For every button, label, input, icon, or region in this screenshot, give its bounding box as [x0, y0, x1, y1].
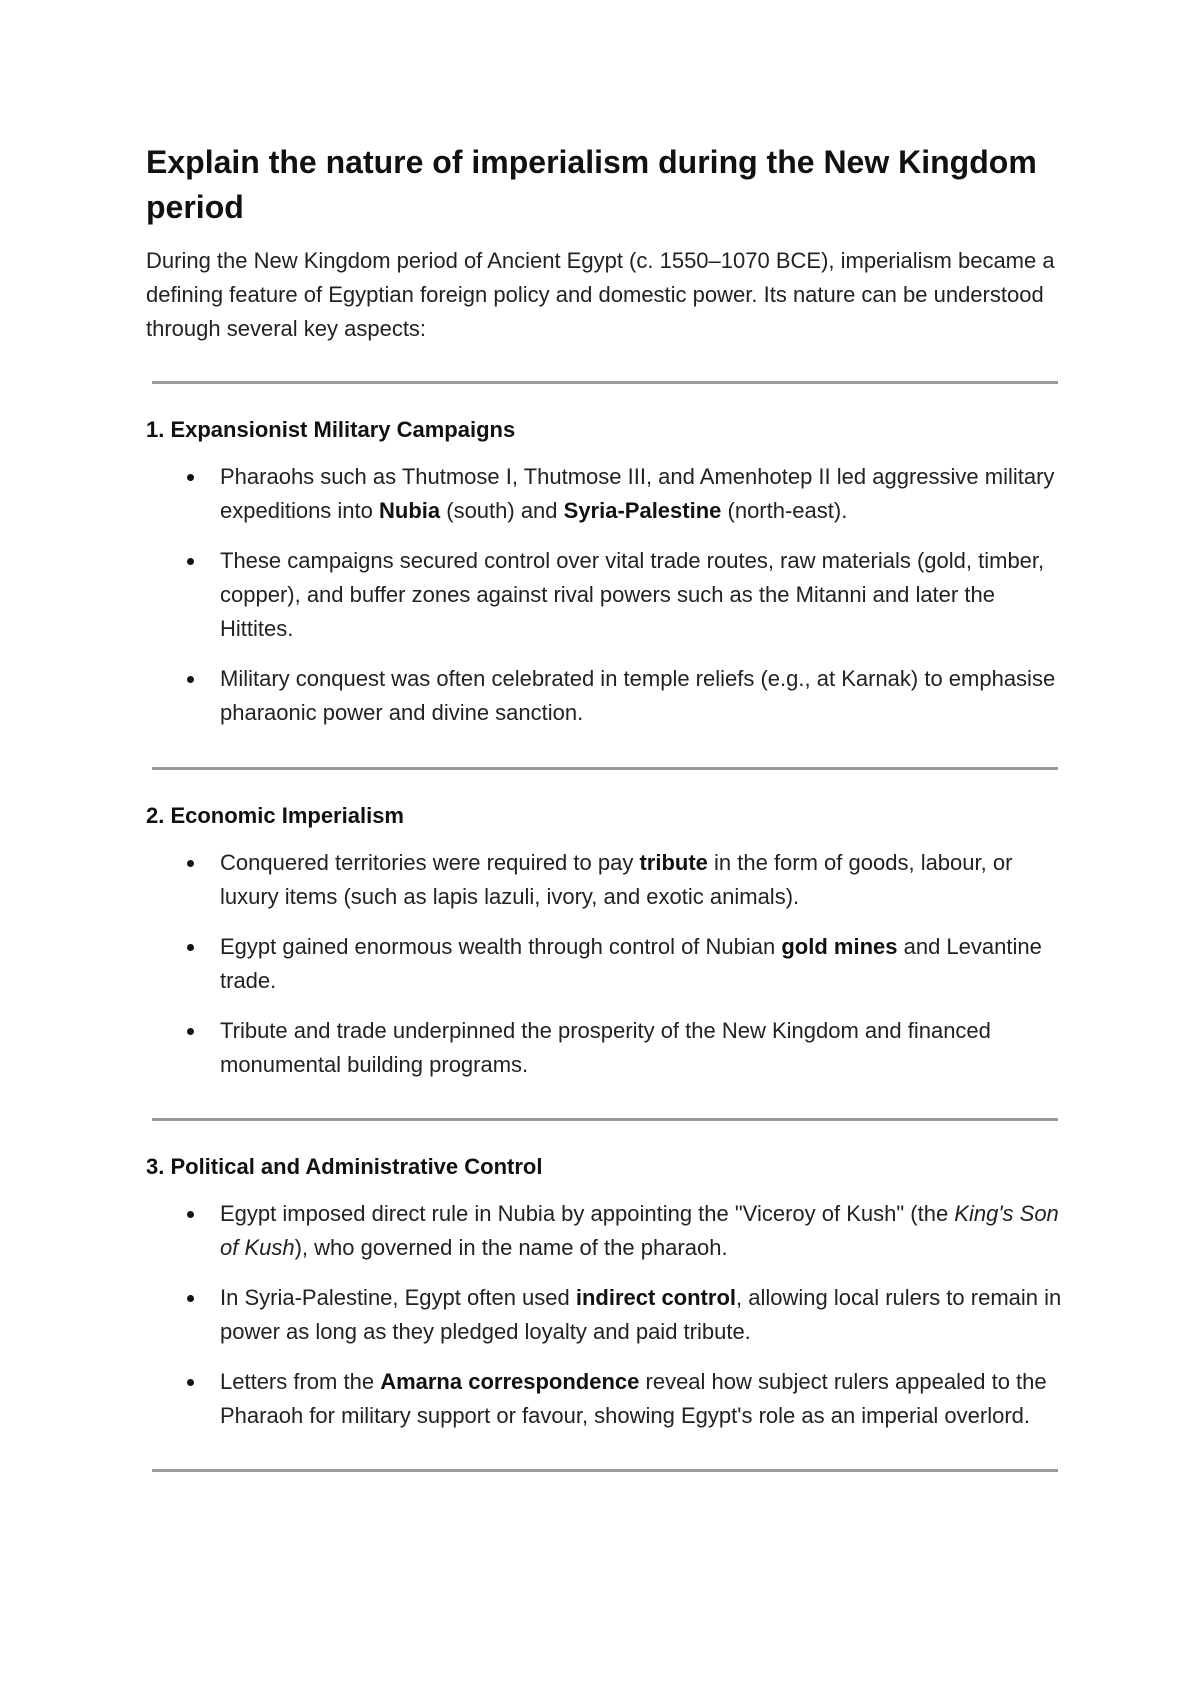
bold-term: Nubia — [379, 498, 441, 523]
list-item: These campaigns secured control over vital trade routes, raw materials (gold, timber, copper), and buffer zones against rival powers such as the Mitanni and later the Hittites. — [146, 544, 1066, 646]
section-heading-political: 3. Political and Administrative Control — [146, 1154, 543, 1179]
bullet-icon — [187, 860, 194, 867]
list-item: Military conquest was often celebrated in temple reliefs (e.g., at Karnak) to emphasise pharaonic power and divine sanction. — [146, 662, 1066, 730]
section-divider — [152, 767, 1058, 770]
italic-term: King's Son of Kush — [220, 1201, 1059, 1260]
list-item: Letters from the Amarna correspondence reveal how subject rulers appealed to the Pharaoh for military support or favour, showing Egypt's role as an imperial overlord. — [146, 1365, 1066, 1433]
section-divider — [152, 1118, 1058, 1121]
bullet-icon — [187, 1379, 194, 1386]
list-item: Pharaohs such as Thutmose I, Thutmose III, and Amenhotep II led aggressive military expeditions into Nubia (south) and Syria-Palestine (north-east). — [146, 460, 1066, 528]
bullet-list-economic — [146, 846, 1066, 1082]
list-item: In Syria-Palestine, Egypt often used indirect control, allowing local rulers to remain in power as long as they pledged loyalty and paid tribute. — [146, 1281, 1066, 1349]
bullet-icon — [187, 944, 194, 951]
bullet-icon — [187, 1211, 194, 1218]
bold-term: tribute — [639, 850, 708, 875]
document-page — [146, 140, 1066, 1472]
bullet-list-political — [146, 1197, 1066, 1433]
section-divider — [152, 381, 1058, 384]
bold-term: indirect control — [575, 1285, 736, 1310]
bullet-icon — [187, 676, 194, 683]
bullet-icon — [187, 474, 194, 481]
bullet-icon — [187, 1028, 194, 1035]
bullet-icon — [187, 1295, 194, 1302]
bullet-list-military — [146, 460, 1066, 730]
bullet-icon — [187, 558, 194, 565]
list-item: Conquered territories were required to pay tribute in the form of goods, labour, or luxury items (such as lapis lazuli, ivory, and exotic animals). — [146, 846, 1066, 914]
bold-term: Syria-Palestine — [563, 498, 722, 523]
bold-term: Amarna correspondence — [380, 1369, 640, 1394]
bold-term: gold mines — [781, 934, 898, 959]
intro-paragraph: During the New Kingdom period of Ancient Egypt (c. 1550–1070 BCE), imperialism became a defining feature of Egyptian foreign policy and domestic power. Its nature can be understood through several key aspects: — [146, 248, 1055, 341]
page-title: Explain the nature of imperialism during the New Kingdom period — [146, 144, 1037, 225]
section-heading-economic: 2. Economic Imperialism — [146, 803, 404, 828]
section-divider — [152, 1469, 1058, 1472]
list-item: Egypt gained enormous wealth through control of Nubian gold mines and Levantine trade. — [146, 930, 1066, 998]
section-heading-military: 1. Expansionist Military Campaigns — [146, 417, 516, 442]
list-item: Egypt imposed direct rule in Nubia by appointing the "Viceroy of Kush" (the King's Son of Kush), who governed in the name of the pharaoh. — [146, 1197, 1066, 1265]
list-item: Tribute and trade underpinned the prosperity of the New Kingdom and financed monumental building programs. — [146, 1014, 1066, 1082]
